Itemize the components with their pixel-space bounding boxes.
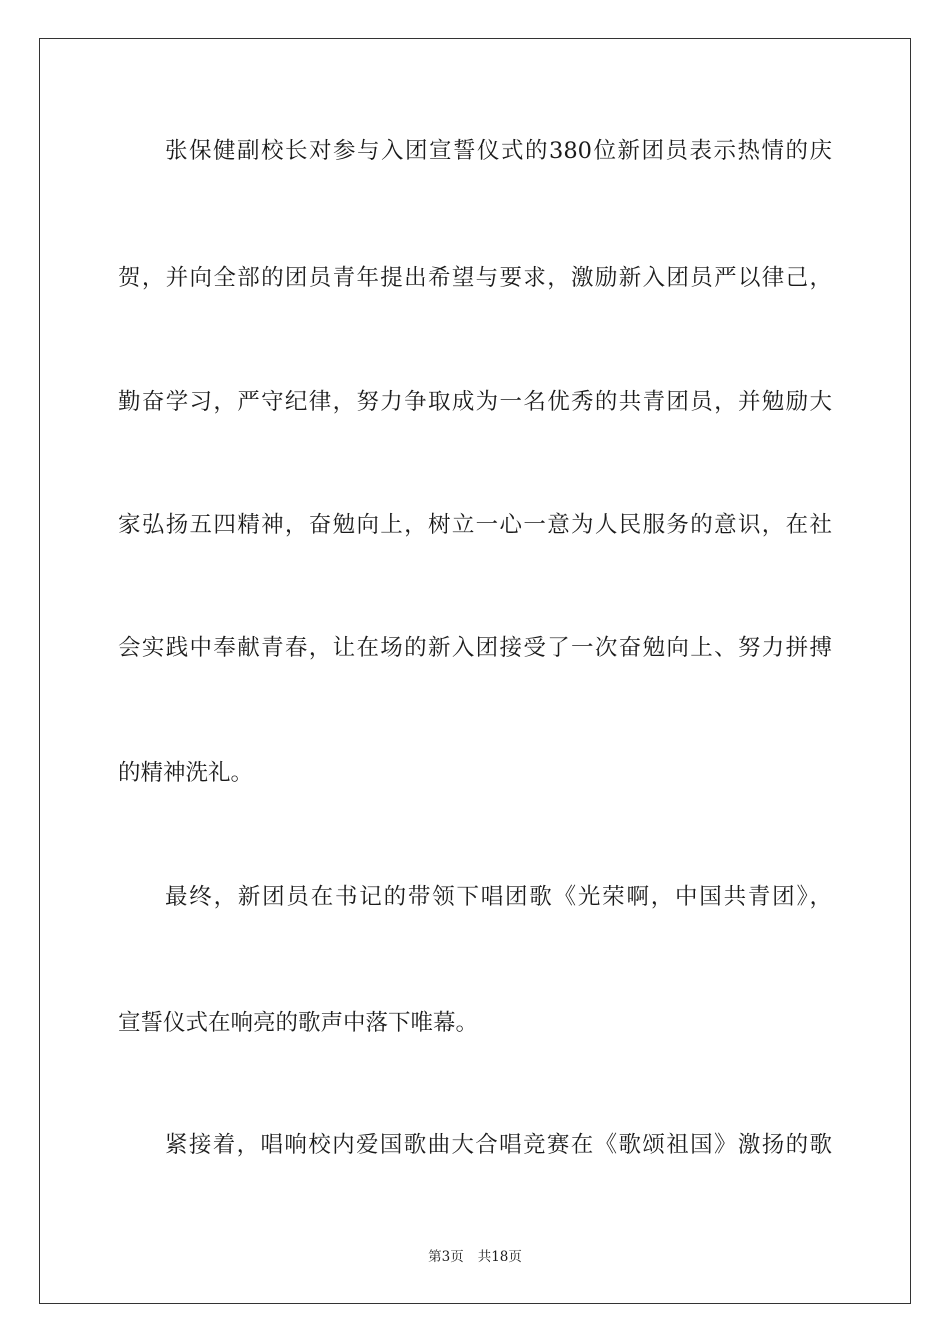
- paragraph-line: 紧接着，唱响校内爱国歌曲大合唱竞赛在《歌颂祖国》激扬的歌: [165, 1132, 832, 1158]
- total-pages: 共18页: [477, 1249, 522, 1265]
- paragraph-line: 会实践中奉献青春，让在场的新入团接受了一次奋勉向上、努力拼搏: [118, 635, 832, 661]
- page-footer: [0, 1248, 950, 1266]
- paragraph-line: 家弘扬五四精神，奋勉向上，树立一心一意为人民服务的意识，在社: [118, 512, 832, 538]
- paragraph-line: 张保健副校长对参与入团宣誓仪式的380位新团员表示热情的庆: [165, 138, 832, 164]
- page-number: 第3页: [428, 1249, 464, 1265]
- paragraph-line: 最终，新团员在书记的带领下唱团歌《光荣啊，中国共青团》，: [165, 884, 832, 910]
- paragraph-line: 宣誓仪式在响亮的歌声中落下唯幕。: [118, 1010, 479, 1036]
- paragraph-line: 勤奋学习，严守纪律，努力争取成为一名优秀的共青团员，并勉励大: [118, 389, 832, 415]
- paragraph-line: 的精神洗礼。: [118, 760, 254, 786]
- paragraph-line: 贺，并向全部的团员青年提出希望与要求，激励新入团员严以律己，: [118, 265, 832, 291]
- page-border: [39, 38, 911, 1304]
